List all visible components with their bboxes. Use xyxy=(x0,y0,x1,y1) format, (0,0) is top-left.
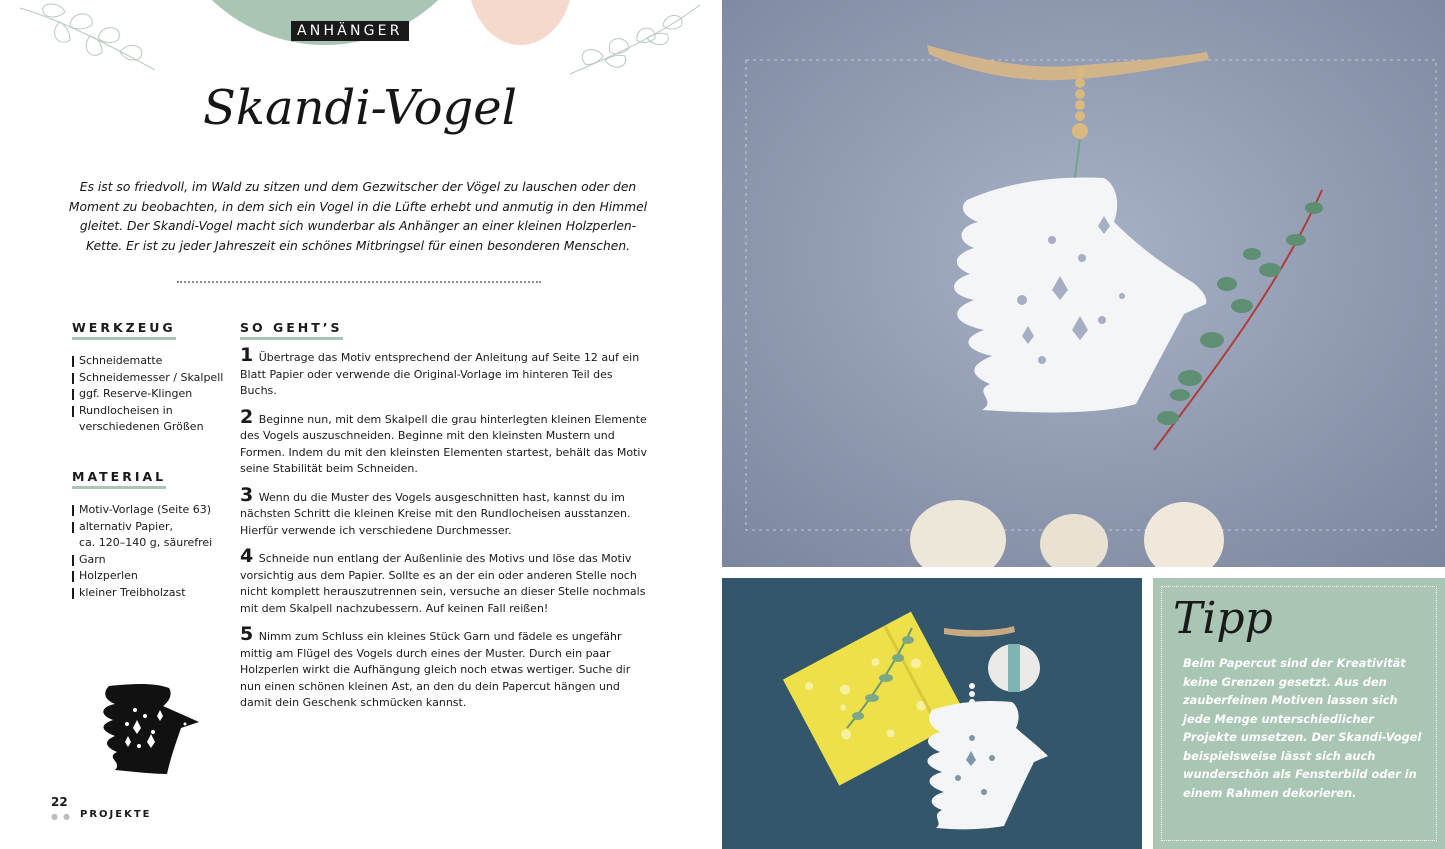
step-item xyxy=(240,405,652,478)
material-list xyxy=(72,502,232,601)
list-item xyxy=(72,568,232,585)
step-number: 2 xyxy=(240,405,254,428)
step-text: Schneide nun entlang der Außenlinie des Motivs und löse das Motiv vorsichtig aus dem Papier. Sollte es an der ein oder anderen Stelle noch nicht komplett herauszutrennen sein, versuche an dieser Stelle nochmals mit dem Skalpell nachzubessern. Auf keinen Fall reißen! xyxy=(240,552,646,615)
list-item xyxy=(72,370,232,387)
werkzeug-list xyxy=(72,353,232,436)
step-number: 3 xyxy=(240,483,254,506)
step-item xyxy=(240,344,652,400)
list-item-continuation: ca. 120–140 g, säurefrei xyxy=(79,536,213,549)
left-page xyxy=(0,0,722,849)
section-footer: PROJEKTE xyxy=(80,809,152,820)
list-item-text: Holzperlen xyxy=(79,569,138,582)
step-item xyxy=(240,623,652,712)
list-item xyxy=(72,552,232,569)
category-tag: ANHÄNGER xyxy=(291,21,409,41)
werkzeug-heading: WERKZEUG xyxy=(72,320,176,335)
main-photo-illustration xyxy=(722,0,1445,567)
list-item xyxy=(72,403,232,436)
step-text: Wenn du die Muster des Vogels ausgeschnitten hast, kannst du im nächsten Schritt die kleinen Kreise mit den Rundlocheisen ausstanzen. Hierfür verwende ich verschiedene Durchmesser. xyxy=(240,490,631,537)
step-text: Beginne nun, mit dem Skalpell die grau hinterlegten kleinen Elemente des Vogels auszuschneiden. Beginne mit den kleinsten Mustern und Formen. Indem du mit den kleinsten Elementen startest, behält das Motiv seine Stabilität beim Schneiden. xyxy=(240,412,647,475)
step-number: 5 xyxy=(240,623,254,645)
list-item-text: Schneidemesser / Skalpell xyxy=(79,370,224,384)
step-text: Nimm zum Schluss ein kleines Stück Garn und fädele es ungefähr mittig am Flügel des Vogels durch eines der Muster. Durch ein paar Holzperlen wirkt die Aufhängung gleich noch etwas wertiger. Suche dir nun einen schönen kleinen Ast, an den du dein Papercut hängen und damit dein Geschenk schmücken kannst. xyxy=(240,630,631,709)
page-dots: ●● xyxy=(51,812,75,821)
step-number: 4 xyxy=(240,545,254,567)
material-heading: MATERIAL xyxy=(72,469,167,484)
decorative-pink-circle xyxy=(468,0,573,45)
list-item-text: Rundlocheisen in xyxy=(79,403,173,417)
secondary-photo xyxy=(722,578,1142,849)
list-item-text: ggf. Reserve-Klingen xyxy=(79,387,193,400)
list-item-text: Garn xyxy=(79,552,106,566)
list-item xyxy=(72,353,232,370)
leaf-branch-icon xyxy=(565,0,705,78)
steps-list xyxy=(240,344,652,721)
secondary-photo-illustration xyxy=(722,578,1142,849)
leaf-branch-icon xyxy=(20,0,160,75)
list-item-text: kleiner Treibholzast xyxy=(79,585,186,599)
step-item xyxy=(240,483,652,540)
list-item xyxy=(72,502,232,519)
page-number: 22 xyxy=(51,795,68,809)
list-item xyxy=(72,585,232,602)
list-item-text: Schneidematte xyxy=(79,354,163,367)
step-number: 1 xyxy=(240,344,254,366)
list-item-text: Motiv-Vorlage (Seite 63) xyxy=(79,503,212,516)
tip-text: Beim Papercut sind der Kreativität keine Grenzen gesetzt. Aus den zauberfeinen Motiven lassen sich jede Menge unterschiedlicher Projekte umsetzen. Der Skandi-Vogel beispielsweise lässt sich auch wunderschön als Fensterbild oder in einem Rahmen dekorieren. xyxy=(1183,656,1422,800)
list-item-continuation: verschiedenen Größen xyxy=(79,420,204,433)
list-item-text: alternativ Papier, xyxy=(79,519,173,533)
step-text: Übertrage das Motiv entsprechend der Anleitung auf Seite 12 auf ein Blatt Papier oder verwende die Original-Vorlage im hinteren Teil des Buchs. xyxy=(240,351,640,397)
step-item xyxy=(240,545,652,617)
steps-heading: SO GEHT’S xyxy=(240,320,343,335)
list-item xyxy=(72,386,232,403)
main-photo xyxy=(722,0,1445,567)
intro-text: Es ist so friedvoll, im Wald zu sitzen und dem Gezwitscher der Vögel zu lauschen oder den Moment zu beobachten, in dem sich ein Vogel in die Lüfte erhebt und anmutig in den Himmel gleitet. Der Skandi-Vogel macht sich wunderbar als Anhänger an einer kleinen Holzperlen-Kette. Er ist zu jeder Jahreszeit ein schönes Mitbringsel für einen besonderen Menschen. xyxy=(68,180,648,253)
tip-title: Tipp xyxy=(1173,593,1273,644)
dotted-divider xyxy=(177,281,541,283)
bird-stamp-icon xyxy=(95,680,200,777)
list-item xyxy=(72,519,232,552)
page-title: Skandi-Vogel xyxy=(203,80,517,136)
